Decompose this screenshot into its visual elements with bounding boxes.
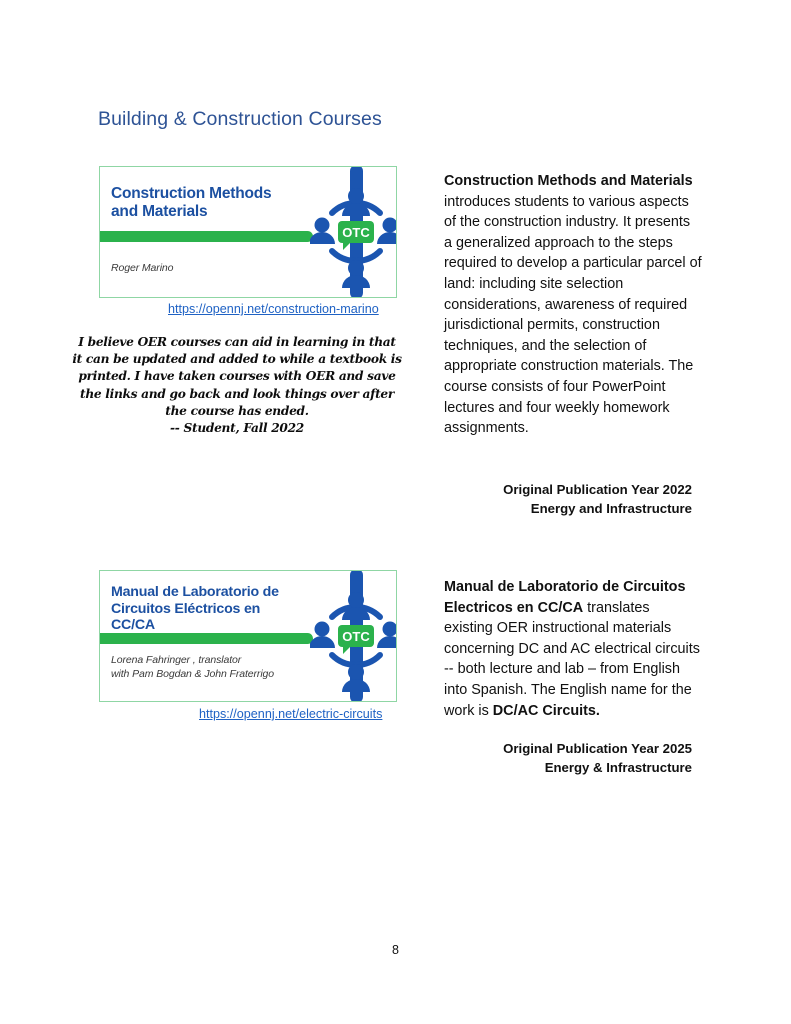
- svg-text:OTC: OTC: [342, 629, 370, 644]
- course-description-title-2: Manual de Laboratorio de Circuitos Electricos en CC/CA: [444, 579, 686, 616]
- course-description-body-1: introduces students to various aspects of the construction industry. It presents a generalized approach to the steps required to develop a particular parcel of land: including site selection considerations, awareness of required jurisdictional permits, construction techniques, and the selection of appropriate construction materials. The course consists of four PowerPoint lectures and four weekly homework assignments.: [444, 193, 702, 437]
- course-meta-2: [434, 740, 692, 777]
- student-quote-attribution: -- Student, Fall 2022: [170, 421, 304, 436]
- cover-author-line: Lorena Fahringer , translator: [111, 654, 242, 666]
- cover-accent-bar: [99, 633, 313, 644]
- cover-title-line: CC/CA: [111, 617, 155, 633]
- student-quote-1: [72, 334, 402, 437]
- svg-text:OTC: OTC: [342, 225, 370, 240]
- cover-title-1: [111, 185, 341, 221]
- otc-logo-icon: [310, 570, 397, 702]
- cover-author-1: [111, 261, 173, 275]
- publication-year-1: Original Publication Year 2022: [503, 482, 692, 497]
- course-description-1: [444, 171, 702, 439]
- student-quote-text: I believe OER courses can aid in learning in that it can be updated and added to while a textbook is printed. I have taken courses with OER and save the links and go back and look things over after the course has ended.: [72, 335, 402, 418]
- otc-logo-icon: [310, 166, 397, 298]
- cover-title-line: Manual de Laboratorio de: [111, 584, 279, 600]
- cover-author-line: with Pam Bogdan & John Fraterrigo: [111, 668, 275, 680]
- book-cover-image-1: [99, 166, 397, 298]
- page-title: Building & Construction Courses: [98, 108, 382, 130]
- course-description-bold-tail-2: DC/AC Circuits.: [492, 702, 600, 719]
- course-description-body-2: translates existing OER instructional materials concerning DC and AC electrical circuits -- both lecture and lab – from English into Spanish. The English name for the work is: [444, 599, 700, 719]
- book-cover-image-2: [99, 570, 397, 702]
- course-meta-1: [434, 481, 692, 518]
- category-1: Energy and Infrastructure: [530, 500, 692, 516]
- cover-author-2: [111, 653, 274, 681]
- course-link-2[interactable]: https://opennj.net/electric-circuits: [199, 707, 383, 721]
- course-description-title-1: Construction Methods and Materials: [444, 173, 693, 189]
- page-number: 8: [392, 943, 399, 957]
- course-link-1[interactable]: https://opennj.net/construction-marino: [168, 302, 379, 316]
- cover-accent-bar: [99, 231, 313, 242]
- cover-author-line: Roger Marino: [111, 262, 174, 274]
- cover-title-line: Circuitos Eléctricos en: [111, 600, 261, 617]
- cover-title-line: and Materials: [111, 203, 208, 220]
- cover-title-line: Construction Methods: [111, 185, 272, 202]
- publication-year-2: Original Publication Year 2025: [503, 741, 692, 756]
- course-description-2: [444, 577, 702, 721]
- category-2: Energy & Infrastructure: [544, 759, 692, 775]
